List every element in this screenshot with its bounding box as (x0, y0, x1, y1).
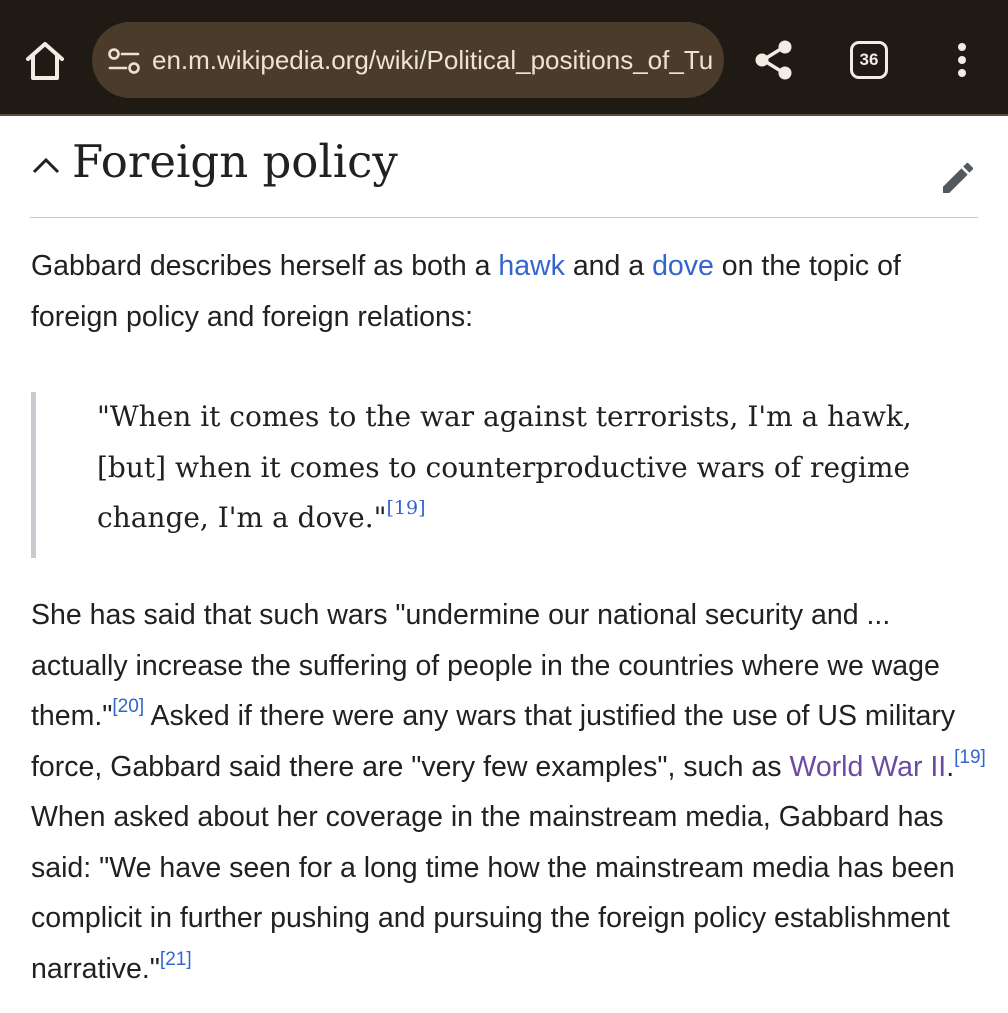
text-span: Gabbard describes herself as both a (31, 250, 499, 282)
section-header[interactable] (30, 132, 978, 218)
dove-link[interactable]: dove (652, 250, 714, 282)
quote-text (97, 392, 937, 544)
more-menu-icon[interactable] (950, 40, 974, 80)
reference-link-20[interactable]: [20] (112, 696, 145, 717)
text-span: . (946, 750, 955, 783)
home-icon[interactable] (22, 38, 68, 84)
text-span: She has said that such wars "undermine our national security and ... actually increase the suffering of people in the countries where we wage them." (31, 599, 940, 732)
share-icon[interactable] (752, 38, 796, 82)
tab-count: 36 (859, 50, 879, 69)
quote-body: "When it comes to the war against terrorists, I'm a hawk, [but] when it comes to counterproductive wars of regime change, I'm a dove." (97, 400, 912, 534)
world-war-ii-link[interactable]: World War II (789, 750, 947, 783)
edit-pencil-icon[interactable] (938, 158, 978, 198)
site-settings-icon[interactable] (108, 48, 140, 74)
address-bar[interactable] (92, 22, 724, 98)
reference-link-21[interactable]: [21] (159, 948, 192, 970)
text-span: and a (564, 250, 653, 282)
intro-paragraph (31, 241, 986, 342)
reference-link-19[interactable]: [19] (386, 497, 426, 519)
tab-switcher-button[interactable] (850, 41, 888, 79)
chevron-up-icon[interactable] (30, 150, 62, 182)
section-title: Foreign policy (72, 135, 398, 188)
reference-link-19[interactable]: [19] (954, 746, 986, 768)
text-span: When asked about her coverage in the mainstream media, Gabbard has said: "We have seen for a long time how the mainstream media has been complicit in further pushing and pursuing the foreign policy establishment narrative." (31, 801, 955, 985)
browser-toolbar (0, 0, 1008, 116)
body-paragraph (31, 590, 986, 994)
text-span: Asked if there were any wars that justified the use of US military force, Gabbard said there are "very few examples", such as (31, 700, 956, 783)
article-content (0, 116, 1008, 1013)
url-text[interactable]: en.m.wikipedia.org/wiki/Political_positions_of_Tu (152, 45, 714, 75)
text-span: on the topic of foreign policy and foreign relations: (31, 250, 901, 333)
blockquote (31, 392, 971, 558)
hawk-link[interactable]: hawk (498, 250, 565, 282)
